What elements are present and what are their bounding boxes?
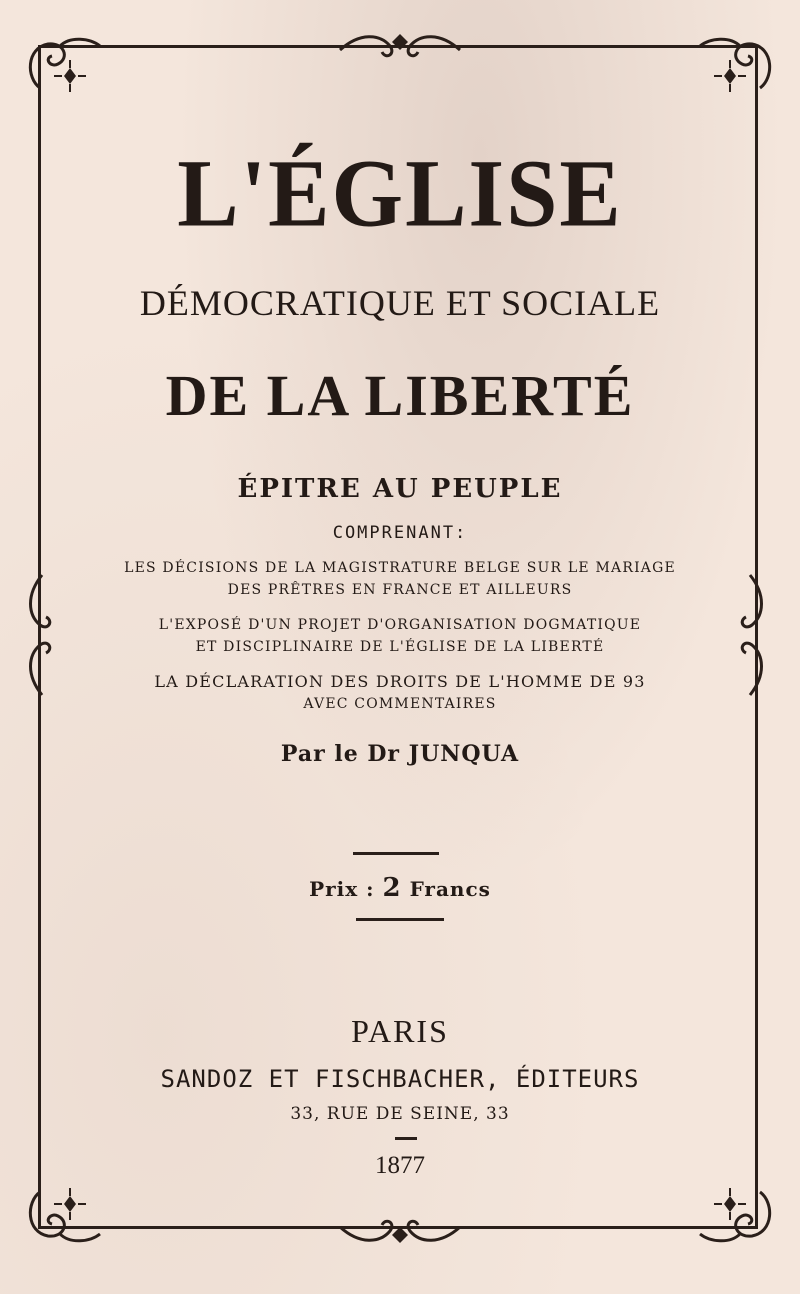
contents-line: DES PRÊTRES EN FRANCE ET AILLEURS bbox=[227, 582, 573, 598]
price-amount: 2 bbox=[382, 873, 402, 903]
book-title-continued: DE LA LIBERTÉ bbox=[165, 363, 635, 428]
book-subtitle: DÉMOCRATIQUE ET SOCIALE bbox=[139, 283, 661, 323]
price-label: Prix : bbox=[309, 877, 375, 901]
corner-ornament-icon bbox=[692, 28, 780, 108]
publication-city: PARIS bbox=[351, 1013, 449, 1049]
book-title: L'ÉGLISE bbox=[177, 139, 623, 247]
author-line: Par le Dr JUNQUA bbox=[280, 741, 520, 767]
publication-year: 1877 bbox=[375, 1152, 425, 1179]
contents-label: COMPRENANT: bbox=[332, 523, 468, 543]
corner-ornament-icon bbox=[20, 28, 108, 108]
divider bbox=[395, 1137, 417, 1140]
corner-ornament-icon bbox=[20, 1172, 108, 1252]
price-unit: Francs bbox=[409, 877, 491, 901]
corner-ornament-icon bbox=[692, 1172, 780, 1252]
divider bbox=[356, 918, 444, 921]
publisher-name: SANDOZ ET FISCHBACHER, ÉDITEURS bbox=[160, 1065, 640, 1093]
contents-line: ET DISCIPLINAIRE DE L'ÉGLISE DE LA LIBERTÉ bbox=[195, 639, 605, 655]
contents-line: LES DÉCISIONS DE LA MAGISTRATURE BELGE SUR LE MARIAGE bbox=[124, 560, 676, 576]
publisher-address: 33, RUE DE SEINE, 33 bbox=[290, 1104, 510, 1124]
scroll-ornament-icon bbox=[330, 30, 470, 64]
contents-line: AVEC COMMENTAIRES bbox=[303, 696, 497, 712]
scroll-ornament-icon bbox=[330, 1213, 470, 1247]
contents-line: LA DÉCLARATION DES DROITS DE L'HOMME DE 93 bbox=[154, 672, 646, 691]
contents-line: L'EXPOSÉ D'UN PROJET D'ORGANISATION DOGMATIQUE bbox=[158, 617, 642, 633]
divider bbox=[353, 852, 439, 855]
epistle-heading: ÉPITRE AU PEUPLE bbox=[237, 474, 563, 504]
price-line bbox=[40, 873, 760, 903]
